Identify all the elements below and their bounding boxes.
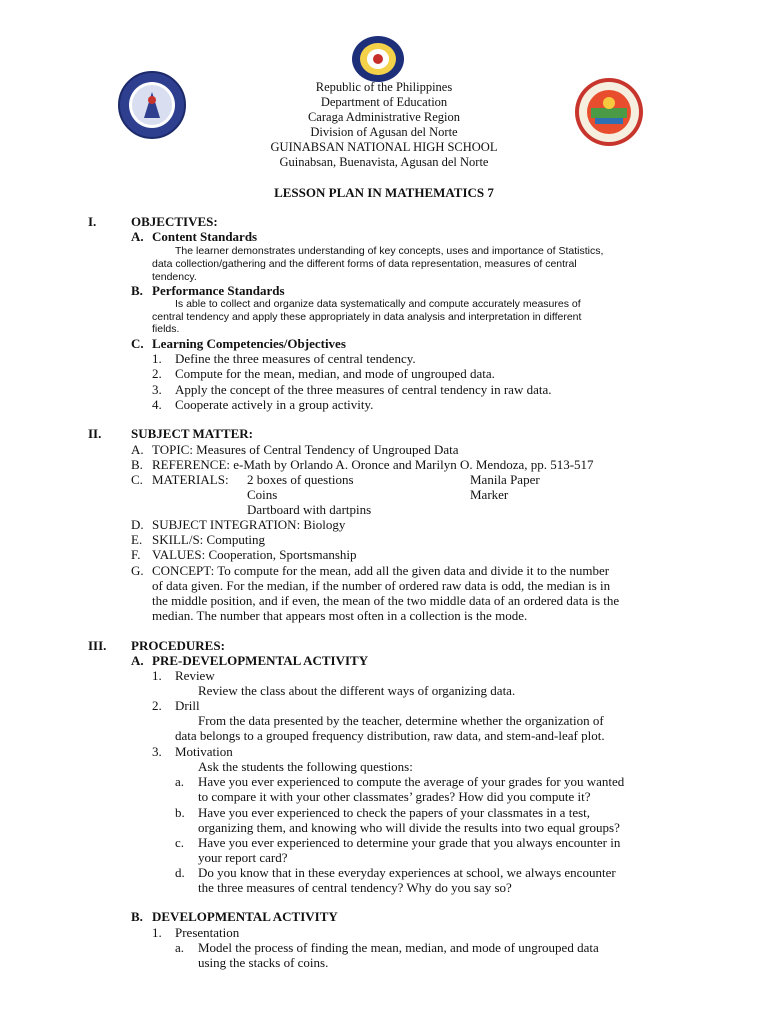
question-letter: d. — [175, 865, 185, 880]
review-label: Review — [175, 668, 215, 683]
dev-letter: B. — [131, 909, 143, 924]
school-seal-icon — [350, 34, 406, 84]
question-line: Have you ever experienced to compute the average of your grades for you wanted — [198, 774, 625, 789]
competency-text: Apply the concept of the three measures of central tendency in raw data. — [175, 382, 552, 397]
pre-dev-letter: A. — [131, 653, 144, 668]
motivation-number: 3. — [152, 744, 162, 759]
section-heading-subject-matter: SUBJECT MATTER: — [131, 426, 253, 441]
skills-letter: E. — [131, 532, 143, 547]
question-line: Have you ever experienced to check the papers of your classmates in a test, — [198, 805, 591, 820]
question-line: your report card? — [198, 850, 288, 865]
motivation-label: Motivation — [175, 744, 233, 759]
performance-standards-line-2: central tendency and apply these appropriately in data analysis and interpretation in different — [152, 311, 582, 323]
content-standards-line-2: data collection/gathering and the different forms of data representation, measures of central — [152, 258, 577, 270]
values-letter: F. — [131, 547, 141, 562]
header-line-address: Guinabsan, Buenavista, Agusan del Norte — [279, 155, 489, 169]
concept-line-4: median. The number that appears most often in a collection is the mode. — [152, 608, 528, 623]
skills-text: SKILL/S: Computing — [152, 532, 266, 547]
material-item: 2 boxes of questions — [247, 472, 354, 487]
section-numeral-subject-matter: II. — [88, 426, 102, 441]
header-line-division: Division of Agusan del Norte — [310, 125, 458, 139]
concept-letter: G. — [131, 563, 144, 578]
review-text: Review the class about the different ways of organizing data. — [198, 683, 516, 698]
header-line-region: Caraga Administrative Region — [307, 110, 461, 124]
concept-line-2: of data given. For the median, if the number of ordered raw data is odd, the median is in — [152, 578, 611, 593]
material-item: Coins — [247, 487, 278, 502]
integration-letter: D. — [131, 517, 144, 532]
reference-text: REFERENCE: e-Math by Orlando A. Oronce and Marilyn O. Mendoza, pp. 513-517 — [152, 457, 594, 472]
presentation-item-letter: a. — [175, 940, 185, 955]
section-numeral-procedures: III. — [88, 638, 107, 653]
question-line: organizing them, and knowing who will divide the results into two equal groups? — [198, 820, 620, 835]
competency-text: Cooperate actively in a group activity. — [175, 397, 374, 412]
question-line: the three measures of central tendency? Why do you say so? — [198, 880, 512, 895]
section-heading-procedures: PROCEDURES: — [131, 638, 225, 653]
competency-text: Define the three measures of central tendency. — [175, 351, 416, 366]
competency-number: 2. — [152, 366, 162, 381]
document-title: LESSON PLAN IN MATHEMATICS 7 — [274, 185, 494, 200]
material-item: Marker — [470, 487, 509, 502]
values-text: VALUES: Cooperation, Sportsmanship — [152, 547, 357, 562]
competencies-letter: C. — [131, 336, 144, 351]
pre-dev-heading: PRE-DEVELOPMENTAL ACTIVITY — [152, 653, 369, 668]
integration-text: SUBJECT INTEGRATION: Biology — [152, 517, 346, 532]
header-line-school: GUINABSAN NATIONAL HIGH SCHOOL — [270, 140, 498, 154]
drill-label: Drill — [175, 698, 200, 713]
materials-letter: C. — [131, 472, 143, 487]
drill-line-2: data belongs to a grouped frequency distribution, raw data, and stem-and-leaf plot. — [175, 728, 605, 743]
drill-line-1: From the data presented by the teacher, determine whether the organization of — [198, 713, 604, 728]
concept-line-1: CONCEPT: To compute for the mean, add all the given data and divide it to the number — [152, 563, 610, 578]
concept-line-3: the middle position, and if even, the mean of the two middle data of an ordered data is the — [152, 593, 620, 608]
performance-standards-letter: B. — [131, 283, 143, 298]
material-item: Manila Paper — [470, 472, 540, 487]
dev-heading: DEVELOPMENTAL ACTIVITY — [152, 909, 338, 924]
question-line: Have you ever experienced to determine your grade that you always encounter in — [198, 835, 621, 850]
content-standards-line-3: tendency. — [152, 271, 197, 283]
competency-number: 4. — [152, 397, 162, 412]
section-heading-objectives: OBJECTIVES: — [131, 214, 218, 229]
content-standards-letter: A. — [131, 229, 144, 244]
header-line-deped: Department of Education — [320, 95, 448, 109]
competency-number: 3. — [152, 382, 162, 397]
content-standards-line-1: The learner demonstrates understanding of key concepts, uses and importance of Statistics, — [175, 245, 604, 257]
presentation-item-line: Model the process of finding the mean, median, and mode of ungrouped data — [198, 940, 599, 955]
reference-letter: B. — [131, 457, 143, 472]
question-line: Do you know that in these everyday experiences at school, we always encounter — [198, 865, 616, 880]
topic-letter: A. — [131, 442, 144, 457]
question-letter: b. — [175, 805, 185, 820]
topic-text: TOPIC: Measures of Central Tendency of Ungrouped Data — [152, 442, 459, 457]
section-numeral-objectives: I. — [88, 214, 97, 229]
materials-label: MATERIALS: — [152, 472, 229, 487]
competency-number: 1. — [152, 351, 162, 366]
performance-standards-heading: Performance Standards — [152, 283, 285, 298]
performance-standards-line-1: Is able to collect and organize data systematically and compute accurately measures of — [175, 298, 581, 310]
motivation-intro: Ask the students the following questions: — [198, 759, 413, 774]
competency-text: Compute for the mean, median, and mode of ungrouped data. — [175, 366, 495, 381]
competencies-heading: Learning Competencies/Objectives — [152, 336, 346, 351]
question-letter: c. — [175, 835, 185, 850]
material-item: Dartboard with dartpins — [247, 502, 372, 517]
presentation-item-line: using the stacks of coins. — [198, 955, 329, 970]
question-letter: a. — [175, 774, 185, 789]
performance-standards-line-3: fields. — [152, 323, 180, 335]
content-standards-heading: Content Standards — [152, 229, 258, 244]
presentation-number: 1. — [152, 925, 162, 940]
review-number: 1. — [152, 668, 162, 683]
presentation-label: Presentation — [175, 925, 240, 940]
question-line: to compare it with your other classmates’ grades? How did you compute it? — [198, 789, 591, 804]
drill-number: 2. — [152, 698, 162, 713]
header-line-republic: Republic of the Philippines — [315, 80, 453, 94]
